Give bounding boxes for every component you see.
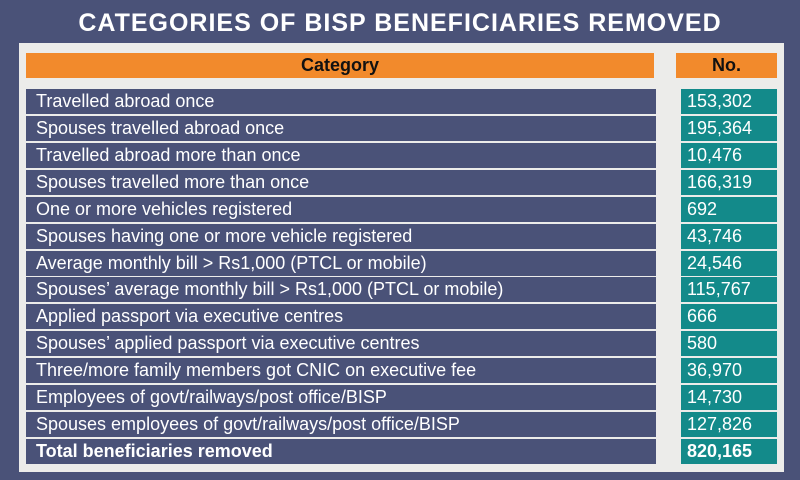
table-row [0, 116, 800, 141]
number-cell: 166,319 [681, 170, 777, 195]
category-cell: Average monthly bill > Rs1,000 (PTCL or mobile) [26, 251, 656, 276]
total-label: Total beneficiaries removed [26, 439, 656, 464]
table-row [0, 412, 800, 437]
category-cell: Spouses having one or more vehicle registered [26, 224, 656, 249]
number-cell: 666 [681, 304, 777, 329]
category-column-header: Category [26, 53, 654, 78]
number-cell: 24,546 [681, 251, 777, 276]
category-cell: Spouses’ average monthly bill > Rs1,000 (PTCL or mobile) [26, 277, 656, 302]
category-cell: Employees of govt/railways/post office/BISP [26, 385, 656, 410]
number-cell: 115,767 [681, 277, 777, 302]
table-row [0, 224, 800, 249]
table-total-row [0, 439, 800, 464]
table-row [0, 385, 800, 410]
table-row [0, 143, 800, 168]
table-row [0, 304, 800, 329]
table-row [0, 251, 800, 276]
category-cell: Spouses employees of govt/railways/post office/BISP [26, 412, 656, 437]
category-cell: Spouses travelled abroad once [26, 116, 656, 141]
total-value: 820,165 [681, 439, 777, 464]
number-cell: 14,730 [681, 385, 777, 410]
table-row [0, 277, 800, 302]
number-cell: 580 [681, 331, 777, 356]
category-cell: One or more vehicles registered [26, 197, 656, 222]
number-cell: 36,970 [681, 358, 777, 383]
category-cell: Travelled abroad once [26, 89, 656, 114]
table-row [0, 170, 800, 195]
number-cell: 153,302 [681, 89, 777, 114]
number-cell: 692 [681, 197, 777, 222]
page-title: CATEGORIES OF BISP BENEFICIARIES REMOVED [78, 9, 722, 37]
number-cell: 127,826 [681, 412, 777, 437]
category-cell: Spouses’ applied passport via executive centres [26, 331, 656, 356]
category-cell: Applied passport via executive centres [26, 304, 656, 329]
table-row [0, 331, 800, 356]
category-cell: Travelled abroad more than once [26, 143, 656, 168]
number-cell: 10,476 [681, 143, 777, 168]
number-column-header: No. [676, 53, 777, 78]
table-row [0, 89, 800, 114]
table-row [0, 358, 800, 383]
category-cell: Spouses travelled more than once [26, 170, 656, 195]
number-cell: 195,364 [681, 116, 777, 141]
table-row [0, 197, 800, 222]
number-cell: 43,746 [681, 224, 777, 249]
category-cell: Three/more family members got CNIC on executive fee [26, 358, 656, 383]
